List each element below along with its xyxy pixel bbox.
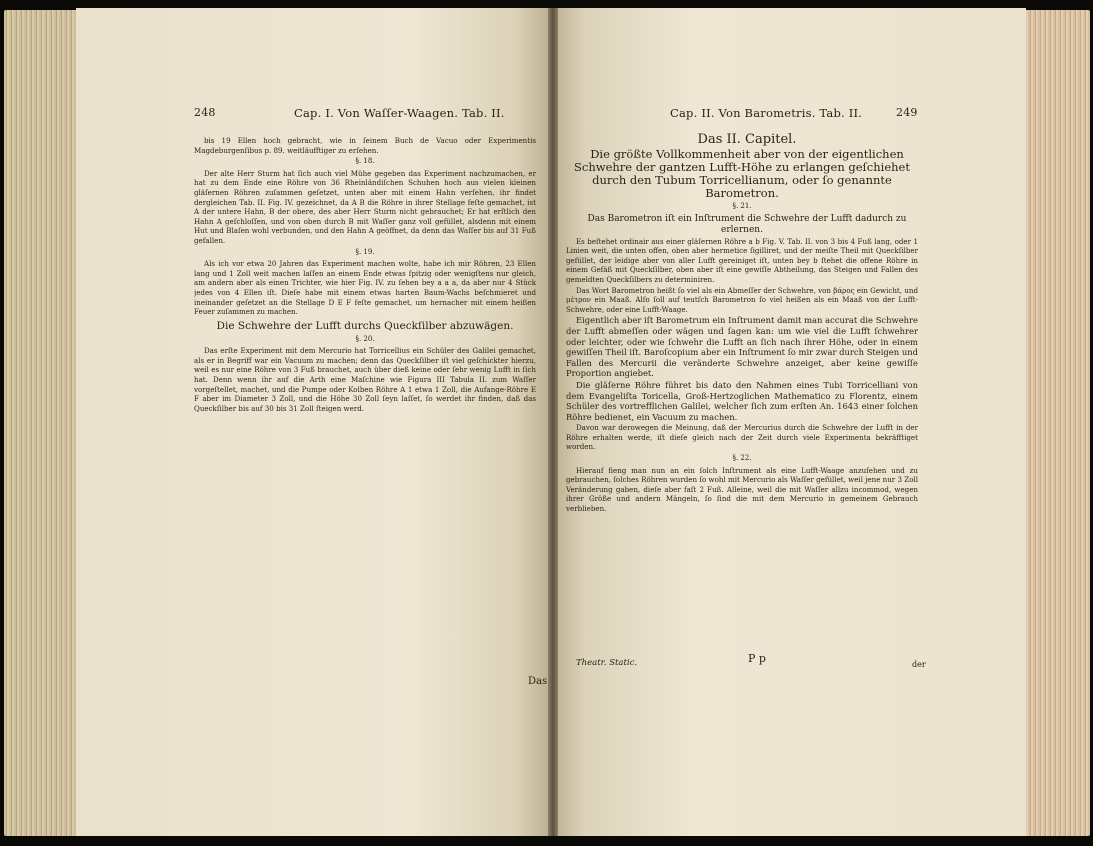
paragraph: Das erſte Experiment mit dem Mercurio hat Torricellius ein Schüler des Galilei gemachet, als er in Begriff war ein Vacuum zu machen; denn das Queckſilber iſt viel geſchickter hierzu, weil es nur eine Röhre von 3 Fuß brauchet, auch über dieß keine oder ſehr wenig Lufft in ſich hat. Denn wenn ihr auf die Arth eine Maſchine wie Figura III Tabula II. zum Waſſer vorgeſtellet, machet, und die Pumpe oder Kolben Röhre A 1 etwa 1 Zoll, die Aufange-Röhre E F aber im Diameter 3 Zoll, und die Höhe 30 Zoll ſeyn laſſet, ſo werdet ihr finden, daß das Queckſilber bis auf 30 bis 31 Zoll ſteigen werd.: [194, 346, 536, 413]
section-heading: Die Schwehre der Lufft durchs Queckſilber abzuwägen.: [216, 319, 514, 332]
paragraph: Davon war derowegen die Meinung, daß der Mercurius durch die Schwehre der Lufft in der Röhre erhalten werde, iſt dieſe gleich nach der Zeit durch viele Experimenta bekräfftiget worden.: [566, 423, 918, 452]
left-page-number: 248: [194, 106, 216, 119]
chapter-heading: Die größte Vollkommenheit aber von der eigentlichen Schwehre der gantzen Lufft-Höhe zu erlangen geſchiehet durch den Tubum Torricellianum, oder ſo genannte Barometron.: [574, 147, 910, 200]
section-number: §. 22.: [732, 454, 752, 463]
book-spine: [548, 8, 558, 836]
section-number: §. 19.: [355, 247, 375, 256]
right-text-block: [566, 132, 918, 704]
left-running-title: Cap. I. Von Waſſer-Waagen. Tab. II.: [294, 106, 505, 120]
right-page-number: 249: [896, 106, 918, 119]
section-number: §. 18.: [355, 157, 375, 166]
paragraph: Hierauf fieng man nun an ein ſolch Inſtrument als eine Lufft-Waage anzuſehen und zu gebrauchen, ſolches Röhren wurden ſo wohl mit Mercurio als Waſſer gefüllet, weil jene nur 3 Zoll Veränderung gaben, dieſe aber faſt 2 Fuß. Alleine, weil die mit Waſſer allzu incommod, wegen ihrer Größe und andern Mängeln, ſo ſind die mit dem Mercurio in gemeinem Gebrauch verblieben.: [566, 465, 918, 514]
paragraph: Das Wort Barometron heißt ſo viel als ein Abmeſſer der Schwehre, von βάρος ein Gewicht, und μέτρον ein Maaß. Alſo ſoll auf teutſch Barometron ſo viel heißen als ein Maaß von der Lufft-Schwehre, oder eine Lufft-Waage.: [566, 285, 918, 314]
section-number: §. 21.: [732, 202, 752, 210]
paragraph: bis 19 Ellen hoch gebracht, wie in ſeinem Buch de Vacuo oder Experimentis Magdeburgenſibus p. 89. weitläufftiger zu erſehen.: [194, 136, 536, 155]
right-catchword: der: [912, 660, 926, 669]
left-text-block: [194, 136, 536, 696]
paragraph: Eigentlich aber iſt Barometrum ein Inſtrument damit man accurat die Schwehre der Lufft abmeſſen oder wägen und ſagen kan: um wie viel die Lufft ſchwehrer oder leichter, oder wie ſchwehr die Lufft an ſich nach ihrer Höhe, oder in einem gewiſſen Theil iſt. Baroſcopium aber ein Inſtrument ſo mir zwar durch Steigen und Fallen des Mercurii die veränderte Schwehre anzeiget, aber keine gewiſſe Proportion angiebet.: [566, 315, 918, 379]
paragraph: Der alte Herr Sturm hat ſich auch viel Mühe gegeben das Experiment nachzumachen, er hat zu dem Ende eine Röhre von 36 Rheinländiſchen Schuhen hoch aus vielen kleinen gläſernen Röhren zuſammen geſetzet, unten aber mit einem Hahn verſehen, ihr findet dergleichen Tab. II. Fig. IV. gezeichnet, da A B die Röhre in ihrer Stellage feſte gemachet, ist A der untere Hahn, B der obere, des aber Herr Sturm nicht gebrauchet; Er hat erſtlich den Hahn A geſchloſſen, und von oben durch B mit Waſſer ganz voll gefüllet, alsdenn mit einem Hut und Blaſen wohl verbunden, und den Hahn A geöffnet, da denn das Waſſer bis auf 31 Fuß gefallen.: [194, 168, 536, 245]
left-page-edges: [4, 10, 80, 836]
chapter-title: Das II. Capitel.: [697, 132, 797, 147]
left-catchword: Das: [528, 676, 548, 687]
paragraph: Es beſtehet ordinair aus einer gläſernen Röhre a b Fig. V. Tab. II. von 3 bis 4 Fuß lang, oder 1 Linien weit, die unten offen, oben aber hermetice ſigilliret, und der meiſte Theil mit Queckſilber gefüllet, der leidige aber von aller Lufft gereiniget iſt, unten bey b ſtehet die offene Röhre in einem Gefäß mit Queckſilber, oben aber iſt eine gewiſſe Abtheilung, das Steigen und Fallen des gemeldten Queckſilbers zu determiniren.: [566, 236, 918, 284]
right-page-edges: [1018, 10, 1090, 836]
footer-title: Theatr. Static.: [576, 658, 638, 668]
signature-mark: P p: [748, 652, 766, 665]
left-page: [76, 8, 554, 836]
right-running-title: Cap. II. Von Barometris. Tab. II.: [670, 106, 863, 120]
section-heading: Das Barometron iſt ein Inſtrument die Schwehre der Lufft dadurch zu erlernen.: [587, 213, 907, 235]
paragraph: Als ich vor etwa 20 Jahren das Experiment machen wolte, habe ich mir Röhren, 23 Ellen lang und 1 Zoll weit machen laſſen an einem Ende etwas ſpitzig oder wenigſtens nur gleich, am andern aber als einen Trichter, wie hier Fig. IV. zu ſehen bey a a a, da aber nur 4 Stück jedes von 4 Ellen iſt. Dieſe habe mit einem etwas harten Baum-Wachs beſchmieret und ineinander geſetzet an die Stellage D E F feſte gemachet, um hernacher mit einem heißen Feuer zuſammen zu machen.: [194, 259, 536, 317]
right-page: [552, 8, 1026, 836]
paragraph: Die gläſerne Röhre führet bis dato den Nahmen eines Tubi Torricelliani von dem Evangeliſta Toricella, Groß-Hertzoglichen Mathematico zu Florentz, einem Schüler des vortrefflichen Galilei, welcher ſich zum erſten An. 1643 einer ſolchen Röhre bedienet, ein Vacuum zu machen.: [566, 379, 918, 422]
section-number: §. 20.: [355, 334, 375, 343]
